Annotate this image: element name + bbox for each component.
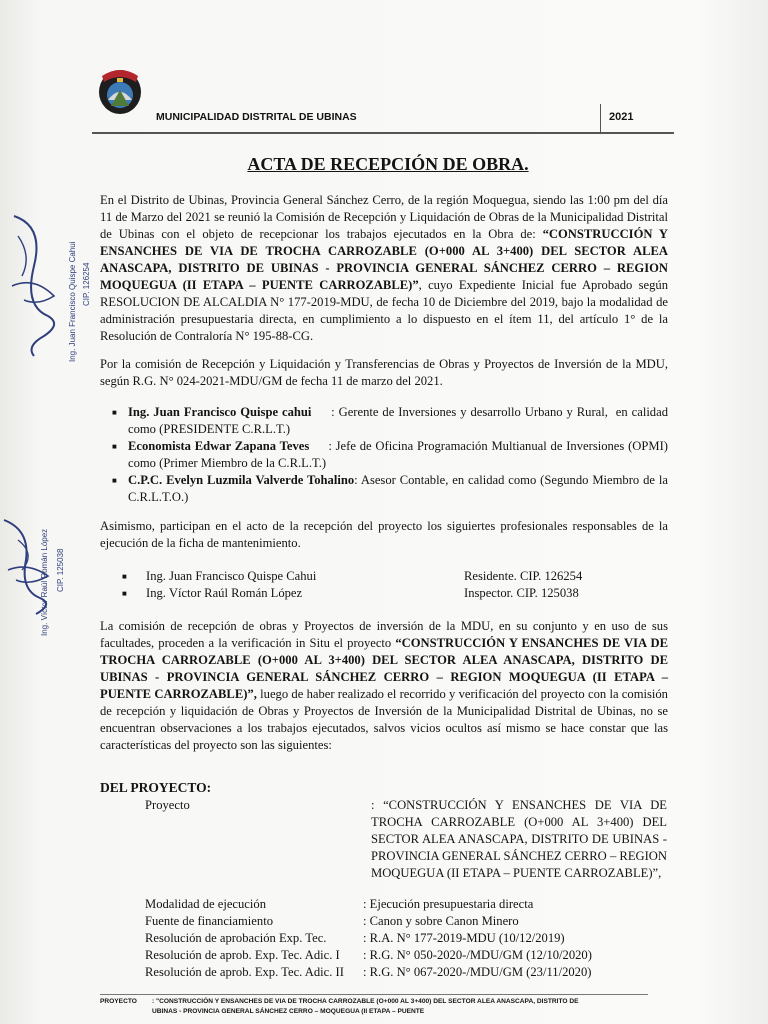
- member-role: : Gerente de Inversiones y desarrollo Urbano y Rural, en calidad como (PRESIDENTE C.R.L.T.): [128, 405, 672, 436]
- project-label: Proyecto: [145, 798, 190, 812]
- list-item: [112, 438, 672, 472]
- professionals-list: [122, 568, 642, 602]
- bullet-icon: ■: [122, 589, 127, 598]
- professional-name: Ing. Juan Francisco Quispe Cahui: [146, 569, 317, 583]
- footer-rule: [100, 994, 648, 995]
- intro-text-a: En el Distrito de Ubinas, Provincia General Sánchez Cerro, de la región Moquegua, siendo las 1:00 pm del día 11 de Marzo del 2021 se reunió la Comisión de Recepción y Liquidación de Obras de la Municipalidad Distrital de Ubinas con el objeto de recepcionar los trabajos ejecutados en la Obra de:: [100, 193, 668, 241]
- verification-text-b: luego de haber realizado el recorrido y verificación del proyecto con la comisión de recepción y liquidación de Obras y Proyectos de Inversión de la Municipalidad Distrital de Ubinas, no se encuentran observaciones a los trabajos ejecutados, salvos vicios ocultos así mismo se hace constar que las características del proyecto son las siguientes:: [100, 687, 668, 752]
- verification-text-a: La comisión de recepción de obras y Proyectos de inversión de la MDU, en su conjunto y en uso de sus facultades, proceden a la verificación in Situ el proyecto: [100, 619, 668, 650]
- list-item: [122, 568, 642, 585]
- member-role: : Asesor Contable, en calidad como (Segundo Miembro de la C.R.L.T.O.): [128, 473, 668, 504]
- project-value: : “CONSTRUCCIÓN Y ENSANCHES DE VIA DE TROCHA CARROZABLE (O+000 AL 3+400) DEL SECTOR ALEA ANASCAPA, DISTRITO DE UBINAS - PROVINCIA GENERAL SÁNCHEZ CERRO – REGION MOQUEGUA (II ETAPA – PUENTE CARROZABLE)”,: [371, 798, 667, 880]
- stamp-2-cip: CIP. 125038: [56, 548, 65, 592]
- intro-paragraph: [100, 192, 668, 345]
- list-item: [112, 404, 672, 438]
- header-divider: [600, 104, 601, 132]
- list-item: [112, 472, 668, 506]
- header-year: 2021: [609, 111, 634, 123]
- commission-paragraph: Por la comisión de Recepción y Liquidación y Transferencias de Obras y Proyectos de Inversión de la MDU, según R.G. N° 024-2021-MDU/GM de fecha 11 de marzo del 2021.: [100, 357, 668, 388]
- detail-label: Resolución de aprob. Exp. Tec. Adic. II: [145, 965, 344, 979]
- member-role: : Jefe de Oficina Programación Multianual de Inversiones (OPMI) como (Primer Miembro de la C.R.L.T.): [128, 439, 672, 470]
- bullet-icon: ■: [122, 572, 127, 581]
- detail-value: : R.A. N° 177-2019-MDU (10/12/2019): [363, 931, 565, 945]
- detail-label: Fuente de financiamiento: [145, 914, 273, 928]
- detail-value: : Canon y sobre Canon Minero: [363, 914, 519, 928]
- detail-value: : R.G. N° 067-2020-/MDU/GM (23/11/2020): [363, 965, 592, 979]
- professional-role: Residente. CIP. 126254: [464, 569, 583, 583]
- footer-label: PROYECTO: [100, 998, 137, 1005]
- member-name: Ing. Juan Francisco Quispe cahui: [128, 405, 312, 419]
- footer-value: : "CONSTRUCCIÓN Y ENSANCHES DE VIA DE TROCHA CARROZABLE (O+000 AL 3+400) DEL SECTOR ALEA ANASCAPA, DISTRITO DE UBINAS - PROVINCIA GENERAL SÁNCHEZ CERRO – MOQUEGUA (II ETAPA – PUENTE: [152, 998, 579, 1015]
- commission-members-list: [112, 404, 672, 506]
- member-name: C.P.C. Evelyn Luzmila Valverde Tohalino: [128, 473, 355, 487]
- intro-text-b: , cuyo Expediente Inicial fue Aprobado según RESOLUCION DE ALCALDIA N° 177-2019-MDU, de fecha 10 de Diciembre del 2019, bajo la modalidad de administración presupuestaria directa, en cumplimiento a lo dispuesto en el ítem 11, del artículo 1° de la Resolución de Contraloría N° 195-88-CG.: [100, 278, 668, 343]
- project-section-title: DEL PROYECTO:: [100, 780, 212, 795]
- municipality-name: MUNICIPALIDAD DISTRITAL DE UBINAS: [156, 111, 357, 123]
- detail-label: Resolución de aprob. Exp. Tec. Adic. I: [145, 948, 340, 962]
- verification-paragraph: [100, 618, 668, 754]
- stamp-1-cip: CIP. 126254: [82, 262, 91, 306]
- intro-project-name: “CONSTRUCCIÓN Y ENSANCHES DE VIA DE TROCHA CARROZABLE (O+000 AL 3+400) DEL SECTOR ALEA ANASCAPA, DISTRITO DE UBINAS - PROVINCIA GENERAL SÁNCHEZ CERRO – REGION MOQUEGUA (II ETAPA – PUENTE CARROZABLE)”: [100, 227, 668, 292]
- member-name: Economista Edwar Zapana Teves: [128, 439, 310, 453]
- list-item: [122, 585, 642, 602]
- professional-role: Inspector. CIP. 125038: [464, 586, 579, 600]
- municipality-logo-icon: [96, 66, 144, 118]
- verification-project-name: “CONSTRUCCIÓN Y ENSANCHES DE VIA DE TROCHA CARROZABLE (O+000 AL 3+400) DEL SECTOR ALEA ANASCAPA, DISTRITO DE UBINAS - PROVINCIA GENERAL SÁNCHEZ CERRO – REGION MOQUEGUA (II ETAPA – PUENTE CARROZABLE)”,: [100, 636, 668, 701]
- detail-value: : R.G. N° 050-2020-/MDU/GM (12/10/2020): [363, 948, 592, 962]
- signature-1-icon: [4, 196, 68, 366]
- detail-label: Resolución de aprobación Exp. Tec.: [145, 931, 327, 945]
- detail-value: : Ejecución presupuestaria directa: [363, 897, 534, 911]
- document-title: ACTA DE RECEPCIÓN DE OBRA.: [247, 154, 529, 174]
- stamp-1-name: Ing. Juan Francisco Quispe Cahui: [68, 241, 77, 362]
- signature-2-icon: [0, 510, 60, 620]
- detail-label: Modalidad de ejecución: [145, 897, 266, 911]
- professional-name: Ing. Víctor Raúl Román López: [146, 586, 303, 600]
- stamp-2-name: Ing. Víctor Raúl Román López: [40, 528, 49, 636]
- participants-paragraph: Asimismo, participan en el acto de la recepción del proyecto los siguiertes profesionales responsables de la ejecución de la ficha de mantenimiento.: [100, 519, 668, 550]
- header-rule: [92, 132, 674, 134]
